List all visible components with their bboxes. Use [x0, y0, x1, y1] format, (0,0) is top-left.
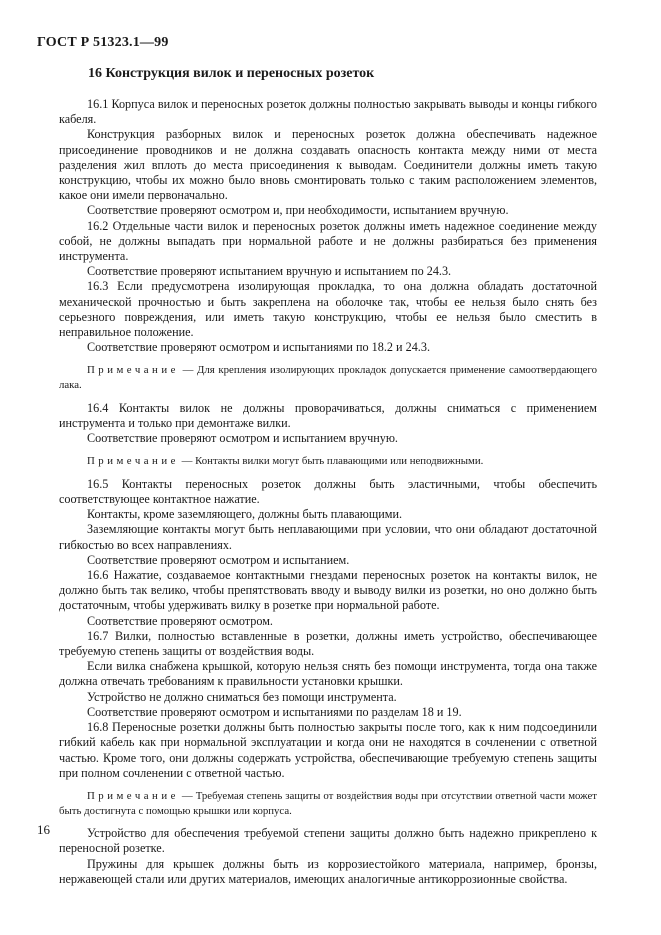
paragraph: Пружины для крышек должны быть из коррозиестойкого материала, например, бронзы, нержавеющей стали или других материалов, имеющих аналогичные антикоррозионные свойства. — [59, 856, 597, 886]
paragraph: Контакты, кроме заземляющего, должны быть плавающими. — [87, 507, 403, 522]
paragraph: 16.3 Если предусмотрена изолирующая прокладка, то она должна обладать достаточной механической прочностью и быть закреплена на оболочке так, чтобы ее нельзя было снять без серьезного повреждения, или иметь такую конструкцию, чтобы ее нельзя было сместить в неправильное положение. — [59, 279, 597, 340]
note-label: Примечание — [87, 364, 179, 377]
paragraph: 16.6 Нажатие, создаваемое контактными гнездами переносных розеток на контакты вилок, не должно быть так велико, чтобы препятствовать вводу и выводу вилки из розетки, но оно должно быть достаточным, чтобы удерживать вилку в розетке при нормальной работе. — [59, 568, 597, 613]
paragraph: Соответствие проверяют осмотром и, при необходимости, испытанием вручную. — [87, 203, 509, 218]
note — [59, 789, 597, 818]
note — [59, 454, 597, 469]
section-title: 16 Конструкция вилок и переносных розеток — [88, 66, 375, 81]
note-label: Примечание — [87, 789, 179, 802]
paragraph: Устройство для обеспечения требуемой степени защиты должно быть надежно прикреплено к переносной розетке. — [59, 826, 597, 856]
paragraph: Соответствие проверяют осмотром и испытаниями по разделам 18 и 19. — [87, 704, 462, 719]
note-text: — Требуемая степень защиты от воздействия воды при отсутствии ответной части может быть достигнута с помощью крышки или корпуса. — [59, 789, 597, 817]
paragraph: Соответствие проверяют испытанием вручную и испытанием по 24.3. — [87, 264, 452, 279]
paragraph: Соответствие проверяют осмотром и испытанием. — [87, 552, 350, 567]
paragraph: 16.8 Переносные розетки должны быть полностью закрыты после того, как к ним подсоединили гибкий кабель как при нормальной эксплуатации и когда они не находятся в сочленении с ответной частью. Кроме того, они должны содержать устройства, обеспечивающие требуемую степень защиты при полном сочленении с ответной частью. — [59, 720, 597, 780]
note — [59, 363, 597, 392]
paragraph: 16.4 Контакты вилок не должны проворачиваться, должны сниматься с применением инструмента и только при демонтаже вилки. — [59, 400, 597, 430]
paragraph: Соответствие проверяют осмотром и испытанием вручную. — [87, 431, 398, 446]
paragraph: Соответствие проверяют осмотром и испытаниями по 18.2 и 24.3. — [87, 340, 430, 355]
note-text: — Контакты вилки могут быть плавающими или неподвижными. — [181, 455, 484, 468]
standard-header: ГОСТ Р 51323.1—99 — [37, 35, 169, 50]
document-body — [59, 97, 597, 887]
paragraph: Устройство не должно сниматься без помощи инструмента. — [87, 689, 397, 704]
paragraph: Конструкция разборных вилок и переносных розеток должна обеспечивать надежное присоединение проводников и не должна создавать опасность контакта между ними от места разделения жил вплоть до места присоединения к выводам. Соединители должны иметь такую конструкцию, чтобы их можно было вновь смонтировать только с таким расположением элементов, какое они имели первоначально. — [59, 127, 597, 203]
paragraph: Заземляющие контакты могут быть неплавающими при условии, что они обладают достаточной гибкостью во всех направлениях. — [59, 522, 597, 552]
note-text: — Для крепления изолирующих прокладок допускается применение самоотвердающего лака. — [59, 364, 597, 392]
paragraph: 16.2 Отдельные части вилок и переносных розеток должны иметь надежное соединение между собой, не должны выпадать при нормальной работе и не должны разбираться без применения инструмента. — [59, 218, 597, 264]
paragraph: 16.7 Вилки, полностью вставленные в розетки, должны иметь устройство, обеспечивающее требуемую степень защиты от воздействия воды. — [59, 628, 597, 659]
page-number: 16 — [37, 822, 50, 837]
paragraph: 16.5 Контакты переносных розеток должны быть эластичными, чтобы обеспечить соответствующее контактное нажатие. — [59, 476, 597, 507]
paragraph: 16.1 Корпуса вилок и переносных розеток должны полностью закрывать выводы и концы гибкого кабеля. — [59, 97, 597, 127]
paragraph: Если вилка снабжена крышкой, которую нельзя снять без помощи инструмента, тогда она также должна отвечать требованиям к правильности установки крышки. — [59, 659, 597, 689]
paragraph: Соответствие проверяют осмотром. — [87, 613, 273, 628]
note-label: Примечание — [87, 455, 179, 468]
